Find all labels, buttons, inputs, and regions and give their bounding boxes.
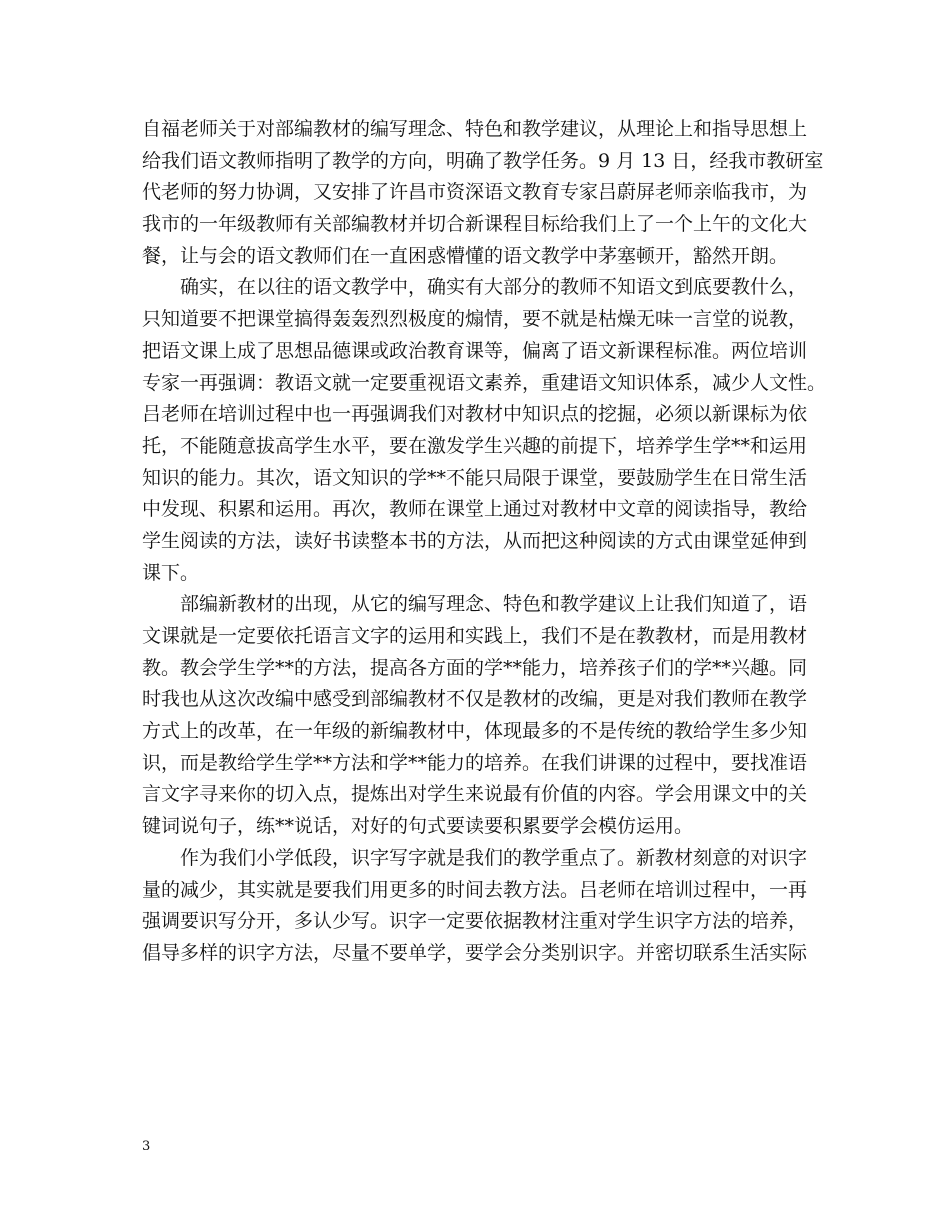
text-line: 我市的一年级教师有关部编教材并切合新课程目标给我们上了一个上午的文化大 xyxy=(142,213,808,236)
text-line: 把语文课上成了思想品德课或政治教育课等，偏离了语文新课程标准。两位培训 xyxy=(142,339,808,362)
text-line: 文课就是一定要依托语言文字的运用和实践上，我们不是在教教材，而是用教材 xyxy=(142,625,808,647)
text-line: 自福老师关于对部编教材的编写理念、特色和教学建议，从理论上和指导思想上 xyxy=(142,118,808,140)
text-line: 课下。 xyxy=(142,561,200,584)
text-line: 量的减少，其实就是要我们用更多的时间去教方法。吕老师在培训过程中，一再 xyxy=(142,878,808,901)
paragraph-first-line: 部编新教材的出现，从它的编写理念、特色和教学建议上让我们知道了，语 xyxy=(180,593,808,616)
text-line: 代老师的努力协调，又安排了许昌市资深语文教育专家吕蔚屏老师亲临我市，为 xyxy=(142,181,808,204)
text-line: 学生阅读的方法，读好书读整本书的方法，从而把这种阅读的方式由课堂延伸到 xyxy=(142,529,808,552)
text-line: 知识的能力。其次，语文知识的学**不能只局限于课堂，要鼓励学生在日常生活 xyxy=(142,466,808,489)
text-line: 强调要识写分开，多认少写。识字一定要依据教材注重对学生识字方法的培养， xyxy=(142,910,808,933)
text-line: 餐，让与会的语文教师们在一直困惑懵懂的语文教学中茅塞顿开，豁然开朗。 xyxy=(142,244,789,267)
text-line: 给我们语文教师指明了教学的方向，明确了教学任务。9 月 13 日，经我市教研室 xyxy=(142,149,824,172)
text-line: 专家一再强调：教语文就一定要重视语文素养，重建语文知识体系，减少人文性。 xyxy=(142,371,827,394)
text-line: 键词说句子，练**说话，对好的句式要读要积累要学会模仿运用。 xyxy=(142,815,694,838)
page-number: 3 xyxy=(142,1139,151,1154)
text-line: 教。教会学生学**的方法，提高各方面的学**能力，培养孩子们的学**兴趣。同 xyxy=(142,656,808,679)
text-line: 吕老师在培训过程中也一再强调我们对教材中知识点的挖掘，必须以新课标为依 xyxy=(142,403,808,426)
text-line: 方式上的改革，在一年级的新编教材中，体现最多的不是传统的教给学生多少知 xyxy=(142,720,808,743)
body-text xyxy=(142,114,827,970)
text-line: 托，不能随意拔高学生水平，要在激发学生兴趣的前提下，培养学生学**和运用 xyxy=(142,434,808,457)
text-line: 中发现、积累和运用。再次，教师在课堂上通过对教材中文章的阅读指导，教给 xyxy=(142,498,808,521)
paragraph-first-line: 确实，在以往的语文教学中，确实有大部分的教师不知语文到底要教什么， xyxy=(180,276,808,299)
text-line: 言文字寻来你的切入点，提炼出对学生来说最有价值的内容。学会用课文中的关 xyxy=(142,783,808,806)
text-line: 时我也从这次改编中感受到部编教材不仅是教材的改编，更是对我们教师在教学 xyxy=(142,688,808,711)
text-line: 倡导多样的识字方法，尽量不要单学，要学会分类别识字。并密切联系生活实际 xyxy=(142,941,808,964)
text-line: 识，而是教给学生学**方法和学**能力的培养。在我们讲课的过程中，要找准语 xyxy=(142,751,808,774)
text-line: 只知道要不把课堂搞得轰轰烈烈极度的煽情，要不就是枯燥无味一言堂的说教， xyxy=(142,308,808,331)
paragraph-first-line: 作为我们小学低段，识字写字就是我们的教学重点了。新教材刻意的对识字 xyxy=(180,846,808,869)
